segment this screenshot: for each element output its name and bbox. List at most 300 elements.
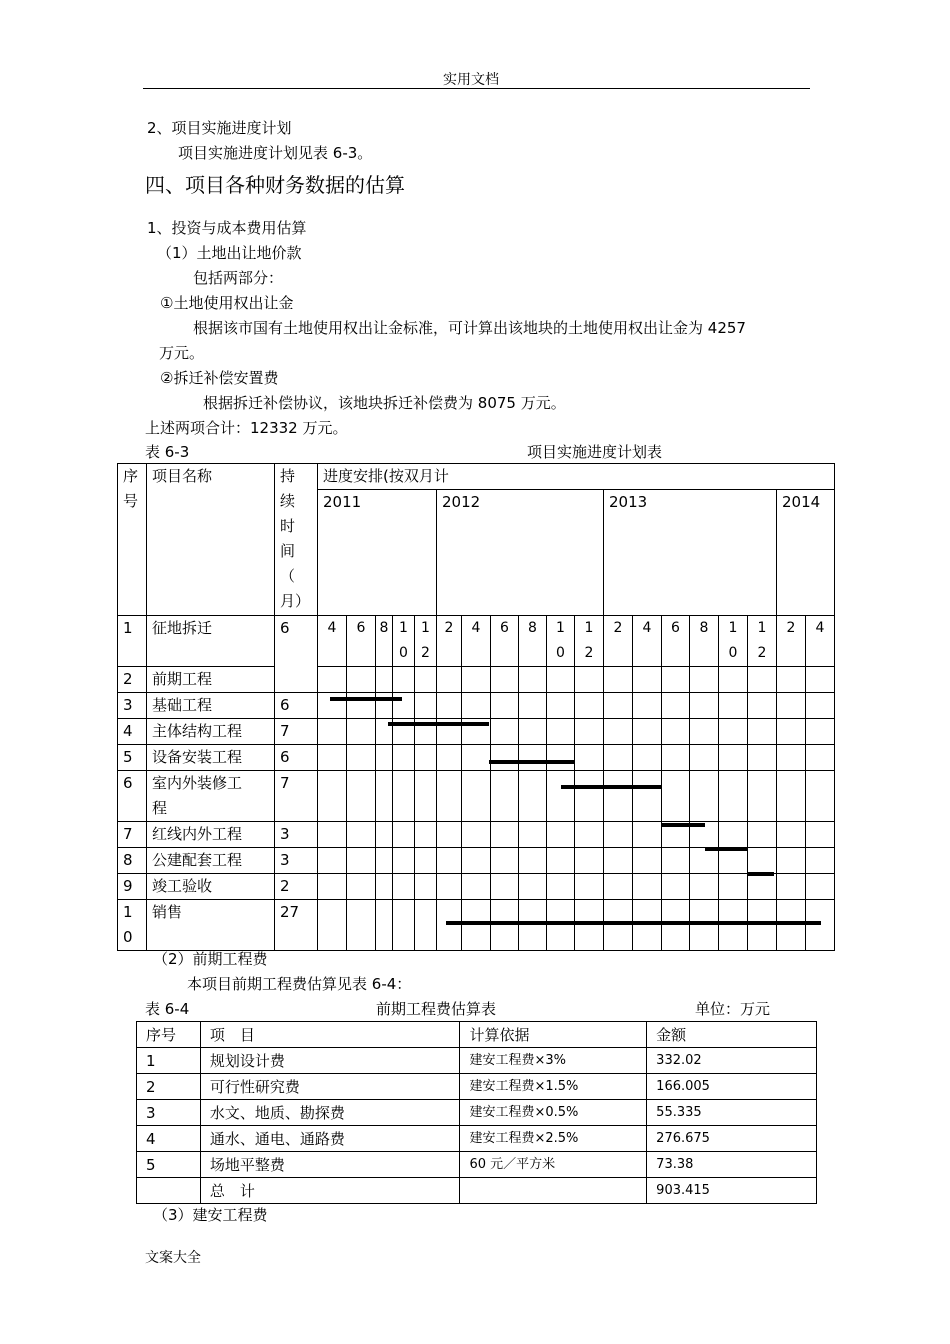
month-digit: 6 — [671, 620, 680, 636]
section-2-heading: 2、项目实施进度计划 — [147, 119, 292, 137]
schedule-cell — [376, 745, 393, 771]
month-header — [437, 616, 462, 667]
schedule-cell — [318, 745, 347, 771]
month-digit: 2 — [584, 645, 594, 661]
schedule-cell — [719, 822, 748, 848]
schedule-cell — [437, 771, 462, 822]
schedule-cell — [633, 667, 662, 693]
cost-row-amount: 55.335 — [647, 1100, 817, 1126]
row-duration: 7 — [275, 771, 318, 822]
row-duration: 3 — [275, 848, 318, 874]
schedule-cell — [777, 900, 806, 951]
schedule-cell — [662, 719, 690, 745]
schedule-row — [118, 900, 835, 951]
cost-row-basis: 建安工程费×3% — [460, 1048, 647, 1074]
schedule-cell — [462, 874, 491, 900]
schedule-cell — [719, 874, 748, 900]
month-digit: 6 — [500, 620, 509, 636]
cost-row — [137, 1074, 817, 1100]
schedule-cell — [347, 667, 376, 693]
month-header — [575, 616, 604, 667]
schedule-cell — [318, 771, 347, 822]
row-no — [118, 616, 147, 667]
schedule-cell — [633, 693, 662, 719]
month-digit: 4 — [471, 620, 481, 636]
cost-row-item: 规划设计费 — [200, 1048, 460, 1074]
schedule-cell — [347, 822, 376, 848]
row-no-part: 2 — [123, 670, 133, 688]
schedule-cell — [575, 771, 604, 822]
row-no-part: 3 — [123, 696, 133, 714]
schedule-cell — [376, 848, 393, 874]
schedule-cell — [719, 693, 748, 719]
row-name-part: 销售 — [152, 903, 183, 921]
schedule-cell — [437, 822, 462, 848]
schedule-cell — [575, 745, 604, 771]
row-no-part: 1 — [123, 903, 133, 921]
schedule-row — [118, 822, 835, 848]
schedule-cell — [748, 745, 777, 771]
cost-header-amount: 金额 — [647, 1022, 817, 1048]
schedule-cell — [690, 693, 719, 719]
row-name-part: 基础工程 — [152, 696, 213, 714]
schedule-cell — [491, 693, 519, 719]
row-no-part: 5 — [123, 748, 133, 766]
schedule-cell — [806, 848, 835, 874]
month-header — [806, 616, 835, 667]
schedule-row — [118, 771, 835, 822]
month-digit: 1 — [399, 620, 408, 636]
row-no-part: 6 — [123, 774, 133, 792]
schedule-cell — [748, 848, 777, 874]
header-divider — [143, 88, 810, 89]
month-digit: 6 — [356, 620, 366, 636]
schedule-cell — [690, 745, 719, 771]
row-no — [118, 874, 147, 900]
schedule-cell — [777, 667, 806, 693]
row-no-part: 8 — [123, 851, 133, 869]
month-header — [376, 616, 393, 667]
cost-row-basis: 60 元／平方米 — [460, 1152, 647, 1178]
schedule-cell — [604, 693, 633, 719]
row-name — [147, 848, 275, 874]
schedule-cell — [575, 719, 604, 745]
sub-1-item-1: （1）土地出让地价款 — [157, 244, 302, 262]
schedule-cell — [318, 719, 347, 745]
schedule-cell — [806, 771, 835, 822]
gantt-bar-decoration — [561, 785, 661, 789]
row-no — [118, 771, 147, 822]
month-header — [604, 616, 633, 667]
row-name — [147, 667, 275, 693]
month-digit: 2 — [613, 620, 623, 636]
col-name-header: 项目名称 — [147, 464, 275, 616]
page-header-title: 实用文档 — [443, 72, 499, 88]
schedule-cell — [491, 719, 519, 745]
schedule-cell — [690, 848, 719, 874]
month-header — [748, 616, 777, 667]
schedule-cell — [633, 771, 662, 822]
schedule-cell — [806, 719, 835, 745]
month-header — [318, 616, 347, 667]
gantt-bar-foundation — [330, 697, 402, 701]
schedule-cell — [437, 745, 462, 771]
schedule-cell — [347, 848, 376, 874]
schedule-cell — [604, 771, 633, 822]
schedule-cell — [437, 667, 462, 693]
row-no — [118, 822, 147, 848]
schedule-cell — [547, 719, 575, 745]
schedule-cell — [415, 900, 437, 951]
month-digit: 2 — [757, 645, 767, 661]
table-6-4-label: 表 6-4 — [145, 1000, 190, 1018]
schedule-cell — [547, 693, 575, 719]
month-digit: 8 — [528, 620, 537, 636]
cost-header-no: 序号 — [137, 1022, 201, 1048]
month-header — [415, 616, 437, 667]
schedule-cell — [575, 874, 604, 900]
month-digit: 8 — [379, 620, 389, 636]
schedule-cell — [575, 822, 604, 848]
schedule-cell — [462, 822, 491, 848]
month-digit: 4 — [642, 620, 652, 636]
row-name-part: 公建配套工程 — [152, 851, 243, 869]
schedule-cell — [777, 822, 806, 848]
schedule-cell — [547, 822, 575, 848]
schedule-cell — [437, 874, 462, 900]
schedule-cell — [748, 822, 777, 848]
cost-row — [137, 1126, 817, 1152]
schedule-cell — [748, 667, 777, 693]
month-header — [719, 616, 748, 667]
gantt-bar-main-structure — [388, 722, 489, 726]
row-duration: 6 — [275, 693, 318, 719]
row-name — [147, 693, 275, 719]
row-name-part: 主体结构工程 — [152, 722, 243, 740]
schedule-cell — [318, 667, 347, 693]
row-no — [118, 719, 147, 745]
schedule-cell — [519, 771, 547, 822]
schedule-cell — [748, 900, 777, 951]
row-no-part: 9 — [123, 877, 133, 895]
cost-row-no: 1 — [137, 1048, 201, 1074]
schedule-cell — [719, 900, 748, 951]
row-name-part: 红线内外工程 — [152, 825, 243, 843]
schedule-cell — [633, 900, 662, 951]
sub-3-heading: （3）建安工程费 — [153, 1206, 268, 1224]
schedule-cell — [393, 771, 415, 822]
schedule-cell — [347, 874, 376, 900]
schedule-cell — [415, 822, 437, 848]
month-header — [662, 616, 690, 667]
month-digit: 4 — [327, 620, 337, 636]
schedule-cell — [806, 667, 835, 693]
cost-row-no: 2 — [137, 1074, 201, 1100]
schedule-cell — [777, 848, 806, 874]
sub-2-text: 本项目前期工程费估算见表 6-4： — [187, 975, 412, 993]
schedule-cell — [415, 848, 437, 874]
schedule-cell — [491, 874, 519, 900]
schedule-cell — [547, 771, 575, 822]
schedule-cell — [806, 745, 835, 771]
row-duration: 27 — [275, 900, 318, 951]
month-header — [393, 616, 415, 667]
year-header: 2012 — [437, 490, 604, 616]
row-no — [118, 745, 147, 771]
schedule-cell — [719, 745, 748, 771]
cost-row — [137, 1100, 817, 1126]
schedule-cell — [415, 693, 437, 719]
schedule-cell — [662, 693, 690, 719]
schedule-cell — [491, 900, 519, 951]
schedule-cell — [547, 900, 575, 951]
sub-2-heading: （2）前期工程费 — [153, 950, 268, 968]
schedule-cell — [318, 874, 347, 900]
schedule-cell — [376, 900, 393, 951]
schedule-table — [117, 463, 835, 951]
schedule-cell — [633, 848, 662, 874]
schedule-cell — [393, 745, 415, 771]
page-footer-text: 文案大全 — [145, 1250, 201, 1266]
month-digit: 1 — [421, 620, 430, 636]
month-digit: 1 — [584, 620, 594, 636]
row-name — [147, 874, 275, 900]
schedule-cell — [633, 822, 662, 848]
schedule-cell — [393, 874, 415, 900]
schedule-cell — [347, 900, 376, 951]
schedule-cell — [604, 719, 633, 745]
gantt-bar-equipment — [489, 760, 575, 764]
row-no — [118, 667, 147, 693]
col-schedule-header: 进度安排(按双月计 — [318, 464, 835, 490]
schedule-cell — [633, 874, 662, 900]
row-no-part: 1 — [123, 619, 133, 637]
month-digit: 1 — [728, 620, 738, 636]
cost-row-no: 3 — [137, 1100, 201, 1126]
schedule-row — [118, 616, 835, 667]
month-digit: 2 — [421, 645, 430, 661]
schedule-cell — [633, 745, 662, 771]
schedule-cell — [347, 771, 376, 822]
month-digit: 4 — [815, 620, 825, 636]
row-no-part: 0 — [123, 928, 133, 946]
schedule-cell — [806, 874, 835, 900]
month-digit: 1 — [556, 620, 565, 636]
schedule-cell — [575, 900, 604, 951]
row-duration: 7 — [275, 719, 318, 745]
schedule-cell — [376, 822, 393, 848]
schedule-cell — [462, 667, 491, 693]
schedule-row — [118, 693, 835, 719]
row-name-part: 征地拆迁 — [152, 619, 213, 637]
cost-total-basis — [460, 1178, 647, 1204]
month-header — [519, 616, 547, 667]
schedule-cell — [662, 745, 690, 771]
schedule-cell — [806, 900, 835, 951]
month-header — [690, 616, 719, 667]
month-digit: 1 — [757, 620, 767, 636]
schedule-cell — [777, 771, 806, 822]
col-duration-header: 持 续 时 间 （ 月） — [275, 464, 318, 616]
part-1-title: ①土地使用权出让金 — [160, 294, 294, 312]
schedule-cell — [519, 822, 547, 848]
schedule-cell — [604, 900, 633, 951]
schedule-cell — [462, 745, 491, 771]
sub-1-total: 上述两项合计：12332 万元。 — [145, 419, 348, 437]
schedule-cell — [806, 693, 835, 719]
cost-header-item: 项 目 — [200, 1022, 460, 1048]
schedule-cell — [690, 667, 719, 693]
section-4-heading: 四、项目各种财务数据的估算 — [145, 173, 405, 197]
gantt-bar-sales — [446, 921, 821, 925]
schedule-cell — [604, 667, 633, 693]
schedule-cell — [393, 667, 415, 693]
row-duration: 6 — [275, 745, 318, 771]
year-header: 2013 — [604, 490, 777, 616]
month-digit: 0 — [556, 645, 565, 661]
month-header — [462, 616, 491, 667]
part-1-text-a: 根据该市国有土地使用权出让金标准，可计算出该地块的土地使用权出让金为 4257 — [193, 319, 746, 337]
schedule-cell — [491, 667, 519, 693]
row-name-part: 设备安装工程 — [152, 748, 243, 766]
cost-row — [137, 1048, 817, 1074]
part-1-text-b: 万元。 — [159, 344, 205, 362]
cost-row-no: 4 — [137, 1126, 201, 1152]
schedule-cell — [604, 848, 633, 874]
cost-row-item: 场地平整费 — [200, 1152, 460, 1178]
cost-table — [136, 1021, 817, 1204]
schedule-row — [118, 745, 835, 771]
cost-row-basis: 建安工程费×1.5% — [460, 1074, 647, 1100]
cost-row — [137, 1152, 817, 1178]
schedule-cell — [777, 693, 806, 719]
schedule-cell — [748, 771, 777, 822]
part-2-title: ②拆迁补偿安置费 — [160, 369, 279, 387]
month-digit: 2 — [786, 620, 796, 636]
schedule-cell — [519, 719, 547, 745]
schedule-cell — [777, 719, 806, 745]
cost-row-amount: 166.005 — [647, 1074, 817, 1100]
cost-row-amount: 276.675 — [647, 1126, 817, 1152]
year-header: 2014 — [777, 490, 835, 616]
schedule-row — [118, 667, 835, 693]
cost-header-basis: 计算依据 — [460, 1022, 647, 1048]
cost-total-no — [137, 1178, 201, 1204]
schedule-cell — [376, 874, 393, 900]
schedule-cell — [575, 693, 604, 719]
col-no-header: 序 号 — [118, 464, 147, 616]
section-2-text: 项目实施进度计划见表 6-3。 — [178, 144, 373, 162]
schedule-cell — [604, 745, 633, 771]
cost-row-basis: 建安工程费×2.5% — [460, 1126, 647, 1152]
row-duration: 2 — [275, 874, 318, 900]
gantt-bar-public-facilities — [705, 847, 748, 851]
row-no — [118, 848, 147, 874]
schedule-cell — [437, 848, 462, 874]
row-name — [147, 822, 275, 848]
part-2-text: 根据拆迁补偿协议，该地块拆迁补偿费为 8075 万元。 — [203, 394, 566, 412]
schedule-cell — [662, 848, 690, 874]
row-name-part: 前期工程 — [152, 670, 213, 688]
schedule-cell — [748, 719, 777, 745]
schedule-cell — [719, 667, 748, 693]
gantt-bar-redline — [662, 823, 705, 827]
schedule-cell — [806, 822, 835, 848]
cost-row-item: 通水、通电、通路费 — [200, 1126, 460, 1152]
month-digit: 0 — [728, 645, 738, 661]
schedule-cell — [690, 900, 719, 951]
row-duration: 3 — [275, 822, 318, 848]
schedule-cell — [519, 693, 547, 719]
schedule-cell — [393, 900, 415, 951]
schedule-cell — [415, 874, 437, 900]
cost-row-amount: 332.02 — [647, 1048, 817, 1074]
cost-row-basis: 建安工程费×0.5% — [460, 1100, 647, 1126]
schedule-cell — [662, 771, 690, 822]
schedule-cell — [491, 822, 519, 848]
schedule-cell — [719, 771, 748, 822]
schedule-cell — [519, 874, 547, 900]
row-name-part: 竣工验收 — [152, 877, 213, 895]
schedule-cell — [662, 667, 690, 693]
month-header — [547, 616, 575, 667]
schedule-cell — [415, 667, 437, 693]
schedule-cell — [347, 745, 376, 771]
row-no — [118, 900, 147, 951]
schedule-cell — [393, 822, 415, 848]
row-name — [147, 616, 275, 667]
schedule-cell — [604, 822, 633, 848]
month-header — [347, 616, 376, 667]
schedule-cell — [462, 693, 491, 719]
row-no — [118, 693, 147, 719]
schedule-cell — [376, 771, 393, 822]
month-digit: 8 — [699, 620, 709, 636]
row-no-part: 4 — [123, 722, 133, 740]
cost-row-item: 水文、地质、勘探费 — [200, 1100, 460, 1126]
schedule-cell — [462, 771, 491, 822]
schedule-cell — [491, 745, 519, 771]
schedule-cell — [633, 719, 662, 745]
schedule-cell — [415, 745, 437, 771]
schedule-cell — [748, 874, 777, 900]
schedule-cell — [519, 745, 547, 771]
cost-row-amount: 73.38 — [647, 1152, 817, 1178]
sub-1-intro: 包括两部分： — [193, 269, 284, 287]
schedule-cell — [777, 874, 806, 900]
month-header — [777, 616, 806, 667]
schedule-cell — [376, 667, 393, 693]
table-6-3-title: 项目实施进度计划表 — [527, 443, 663, 461]
schedule-cell — [604, 874, 633, 900]
table-6-3-label: 表 6-3 — [145, 443, 190, 461]
schedule-cell — [462, 900, 491, 951]
cost-row-no: 5 — [137, 1152, 201, 1178]
schedule-cell — [547, 848, 575, 874]
row-name — [147, 719, 275, 745]
row-name — [147, 771, 275, 822]
schedule-cell — [547, 874, 575, 900]
schedule-cell — [437, 900, 462, 951]
row-no-part: 7 — [123, 825, 133, 843]
schedule-cell — [690, 874, 719, 900]
row-name-part: 程 — [152, 799, 168, 817]
month-header — [633, 616, 662, 667]
cost-total-label: 总 计 — [200, 1178, 460, 1204]
row-duration: 6 — [275, 616, 318, 693]
table-6-4-title: 前期工程费估算表 — [376, 1000, 497, 1018]
schedule-cell — [318, 900, 347, 951]
